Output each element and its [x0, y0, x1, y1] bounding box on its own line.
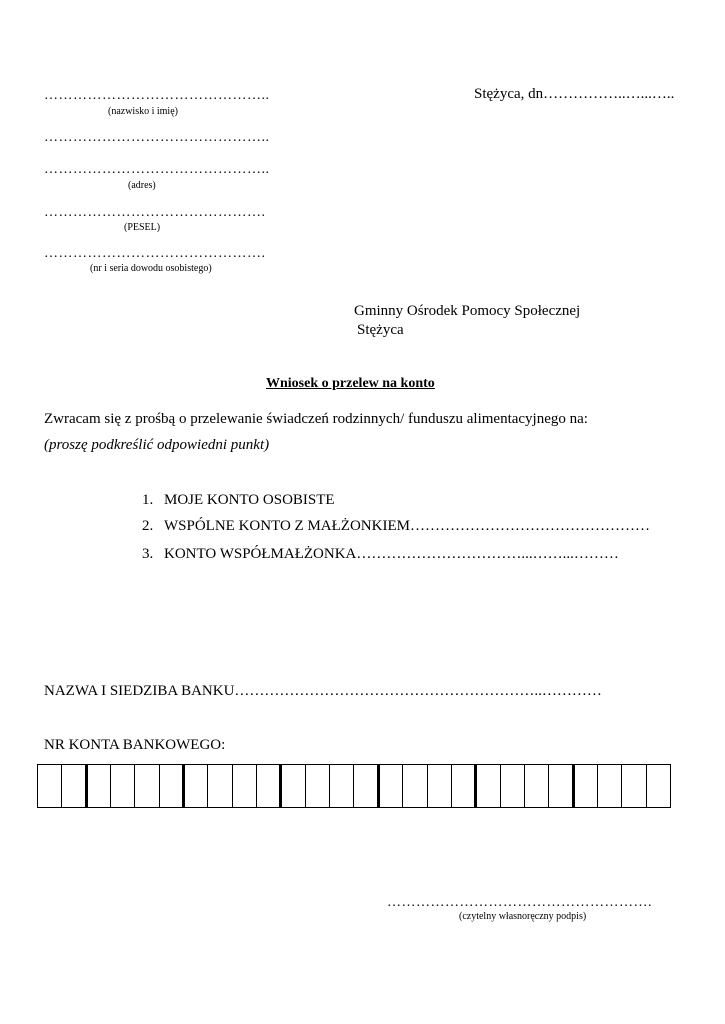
address-caption: (adres) [128, 180, 156, 191]
signature-caption: (czytelny własnoręczny podpis) [459, 911, 587, 922]
recipient-line-1: Gminny Ośrodek Pomocy Społecznej [354, 303, 581, 319]
option-joint-account[interactable] [142, 518, 650, 535]
account-digit-box[interactable] [232, 765, 256, 808]
account-digit-box[interactable] [524, 765, 548, 808]
account-digit-box[interactable] [427, 765, 451, 808]
account-digit-box[interactable] [257, 765, 281, 808]
account-number-label: NR KONTA BANKOWEGO: [44, 737, 226, 753]
name-line[interactable]: ……………………………………….. [44, 88, 270, 103]
instruction-text: (proszę podkreślić odpowiedni punkt) [44, 437, 270, 453]
option-label: KONTO WSPÓŁMAŁŻONKA……………………………...……...……… [164, 546, 619, 562]
option-label: MOJE KONTO OSOBISTE [164, 492, 335, 508]
account-digit-box[interactable] [135, 765, 159, 808]
account-digit-box[interactable] [476, 765, 500, 808]
account-digit-box[interactable] [378, 765, 402, 808]
account-digit-box[interactable] [451, 765, 475, 808]
account-digit-box[interactable] [184, 765, 208, 808]
account-digit-box[interactable] [38, 765, 62, 808]
signature-line[interactable]: ………………………………………………. [387, 895, 652, 910]
account-digit-box[interactable] [111, 765, 135, 808]
address-line[interactable]: ……………………………………….. [44, 162, 270, 177]
name-caption: (nazwisko i imię) [108, 106, 178, 117]
account-digit-box[interactable] [208, 765, 232, 808]
account-digit-box[interactable] [354, 765, 378, 808]
id-document-caption: (nr i seria dowodu osobistego) [90, 263, 212, 274]
account-digit-box[interactable] [305, 765, 329, 808]
option-number: 2. [142, 518, 154, 534]
option-own-account[interactable] [142, 492, 335, 509]
name-line-2[interactable]: ……………………………………….. [44, 130, 270, 145]
account-number-row[interactable] [38, 765, 671, 808]
account-digit-box[interactable] [159, 765, 183, 808]
recipient-line-2: Stężyca [357, 322, 404, 338]
account-number-grid[interactable] [37, 764, 671, 808]
account-digit-box[interactable] [62, 765, 86, 808]
place-date[interactable]: Stężyca, dn……………..…...….. [474, 86, 675, 102]
option-label: WSPÓLNE KONTO Z MAŁŻONKIEM………………………………………… [164, 518, 650, 534]
account-digit-box[interactable] [403, 765, 427, 808]
account-digit-box[interactable] [281, 765, 305, 808]
pesel-caption: (PESEL) [124, 222, 161, 233]
account-digit-box[interactable] [646, 765, 670, 808]
bank-name-field[interactable]: NAZWA I SIEDZIBA BANKU……………………………………………………..………… [44, 683, 602, 699]
account-digit-box[interactable] [330, 765, 354, 808]
id-document-line[interactable]: ………………………………………. [44, 246, 266, 261]
pesel-line[interactable]: ………………………………………. [44, 205, 266, 220]
account-digit-box[interactable] [573, 765, 597, 808]
option-number: 3. [142, 546, 154, 562]
account-digit-box[interactable] [549, 765, 573, 808]
account-digit-box[interactable] [86, 765, 110, 808]
option-number: 1. [142, 492, 154, 508]
document-title: Wniosek o przelew na konto [266, 376, 435, 391]
option-spouse-account[interactable] [142, 546, 619, 563]
account-digit-box[interactable] [500, 765, 524, 808]
request-text: Zwracam się z prośbą o przelewanie świadczeń rodzinnych/ funduszu alimentacyjnego na: [44, 411, 588, 427]
account-digit-box[interactable] [622, 765, 646, 808]
account-digit-box[interactable] [597, 765, 621, 808]
